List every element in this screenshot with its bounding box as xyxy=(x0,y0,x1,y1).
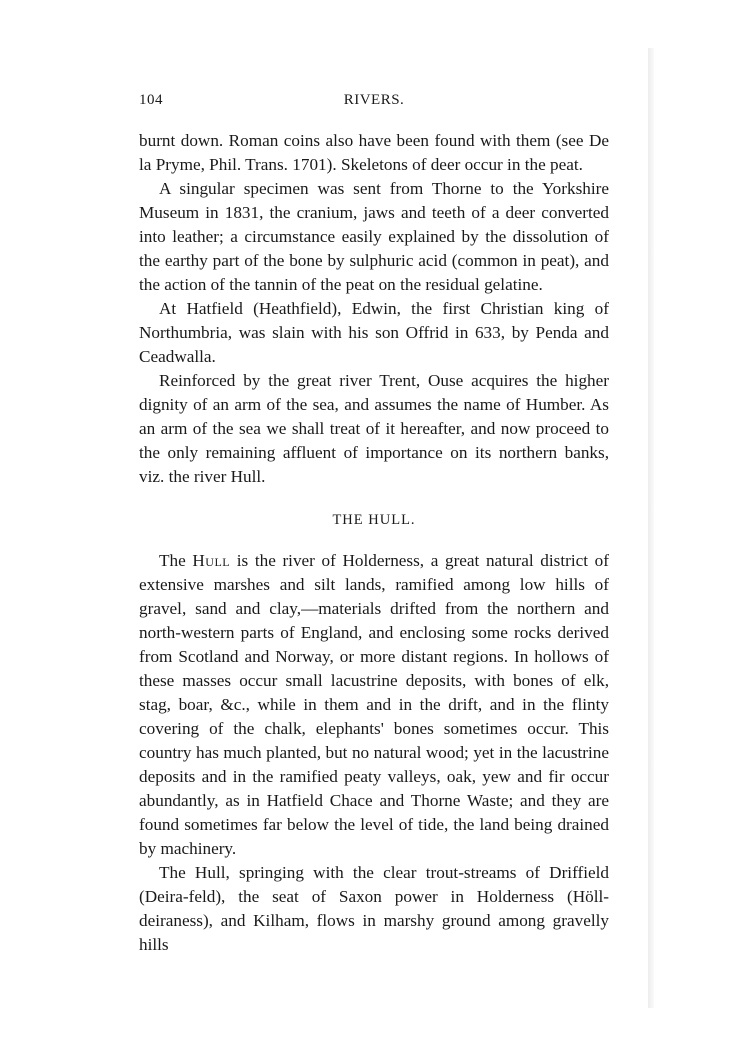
hull-smallcaps: Hull xyxy=(192,551,231,570)
paragraph-hatfield: At Hatfield (Heathfield), Edwin, the first Christian king of Northumbria, was slain with his son Offrid in 633, by Penda and Ceadwalla. xyxy=(139,299,609,366)
page-number: 104 xyxy=(139,92,163,108)
page-edge-shadow xyxy=(648,48,654,1008)
paragraph-humber: Reinforced by the great river Trent, Ouse acquires the higher dignity of an arm of the sea, and assumes the name of Humber. As an arm of the sea we shall treat of it hereafter, and now proceed to the only remaining affluent of importance on its northern banks, viz. the river Hull. xyxy=(139,371,609,486)
hull-intro-rest: is the river of Holderness, a great natural district of extensive marshes and silt lands, ramified among low hills of gravel, sand and clay,—materials drifted from the northern and north-western parts of England, and enclosing some rocks derived from Scotland and Norway, or more distant regions. In hollows of these masses occur small lacustrine deposits, with bones of elk, stag, boar, &c., while in them and in the drift, and in the flinty covering of the chalk, elephants' bones sometimes occur. This country has much planted, but no natural wood; yet in the lacustrine deposits and in the ramified peaty valleys, oak, yew and fir occur abundantly, as in Hatfield Chace and Thorne Waste; and they are found sometimes far below the level of tide, the land being drained by machinery. xyxy=(139,551,609,858)
book-page xyxy=(139,92,609,957)
paragraph-continued: burnt down. Roman coins also have been found with them (see De la Pryme, Phil. Trans. 1701). Skeletons of deer occur in the peat. xyxy=(139,131,609,174)
hull-intro-start: The xyxy=(159,551,193,570)
running-title: RIVERS. xyxy=(343,92,405,108)
section-heading: THE HULL. xyxy=(332,512,416,528)
paragraph-thorne-specimen: A singular specimen was sent from Thorne to the Yorkshire Museum in 1831, the cranium, jaws and teeth of a deer converted into leather; a circumstance easily explained by the dissolution of the earthy part of the bone by sulphuric acid (common in peat), and the action of the tannin of the peat on the residual gelatine. xyxy=(139,179,609,294)
paragraph-hull-source: The Hull, springing with the clear trout-streams of Driffield (Deira-feld), the seat of Saxon power in Holderness (Höll-deiraness), and Kilham, flows in marshy ground among gravelly hills xyxy=(139,863,609,954)
running-head xyxy=(139,92,609,116)
paragraph-hull-intro xyxy=(139,549,609,861)
